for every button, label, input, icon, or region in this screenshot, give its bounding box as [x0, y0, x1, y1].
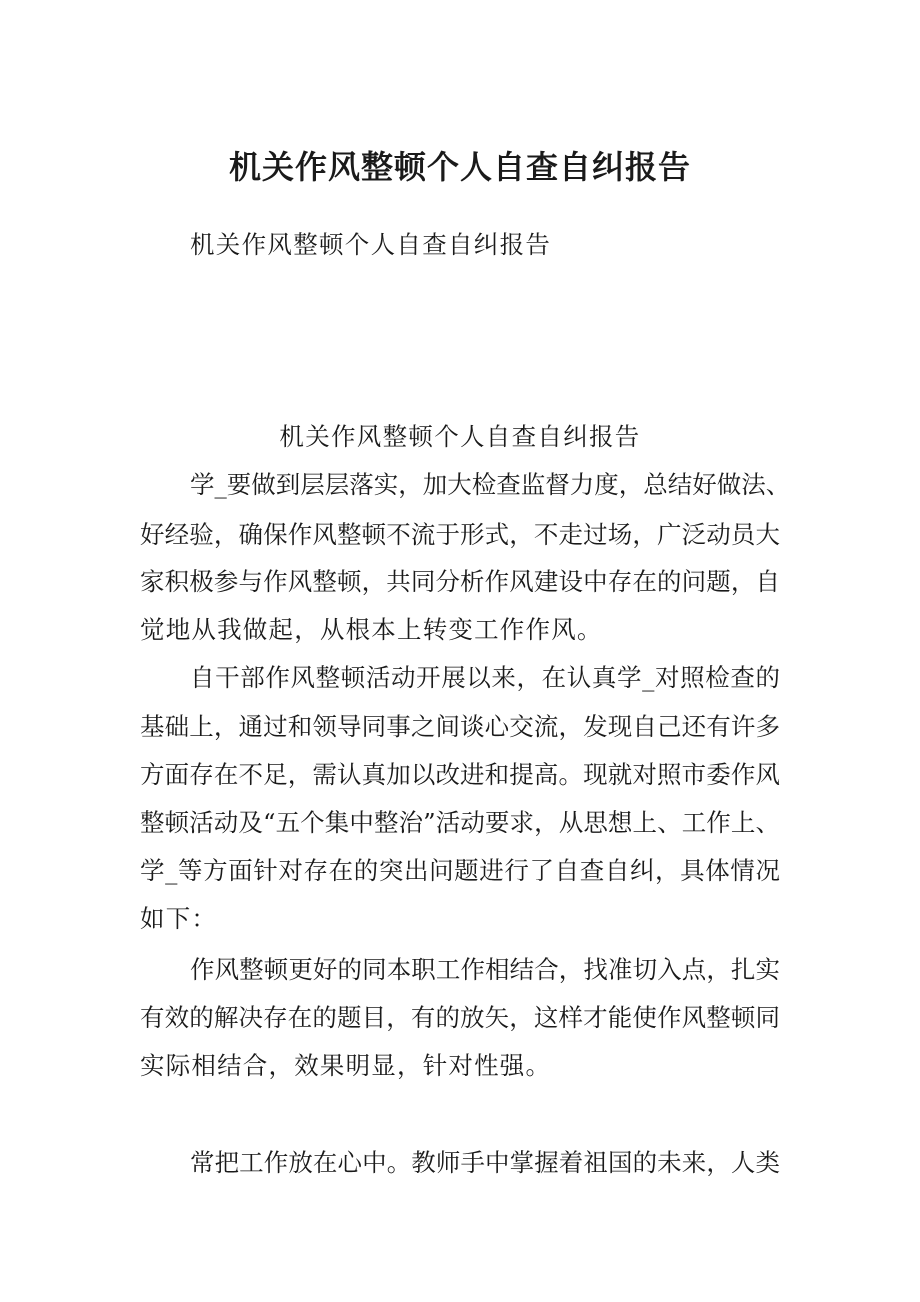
document-subtitle: 机关作风整顿个人自查自纠报告 [190, 230, 552, 259]
paragraph-1-line-3: 家积极参与作风整顿，共同分析作风建设中存在的问题，自 [140, 567, 780, 596]
paragraph-2-line-3: 方面存在不足，需认真加以改进和提高。现就对照市委作风 [140, 760, 780, 789]
document-title: 机关作风整顿个人自查自纠报告 [228, 148, 691, 186]
paragraph-3-line-3: 实际相结合，效果明显，针对性强。 [140, 1051, 552, 1080]
paragraph-1-line-4: 觉地从我做起，从根本上转变工作作风。 [140, 615, 603, 644]
paragraph-2-line-2: 基础上，通过和领导同事之间谈心交流，发现自己还有许多 [140, 712, 780, 741]
section-heading: 机关作风整顿个人自查自纠报告 [279, 422, 641, 451]
paragraph-2-line-4: 整顿活动及“五个集中整治”活动要求，从思想上、工作上、 [140, 808, 780, 837]
paragraph-1-line-1: 学_要做到层层落实，加大检查监督力度，总结好做法、 [190, 470, 791, 499]
paragraph-2-line-1: 自干部作风整顿活动开展以来，在认真学_对照检查的 [190, 663, 780, 692]
paragraph-3-line-2: 有效的解决存在的题目，有的放矢，这样才能使作风整顿同 [140, 1003, 780, 1032]
paragraph-4-line-1: 常把工作放在心中。教师手中掌握着祖国的未来，人类 [190, 1148, 780, 1177]
paragraph-2-line-5: 学_等方面针对存在的突出问题进行了自查自纠，具体情况 [140, 856, 780, 885]
paragraph-1-line-2: 好经验，确保作风整顿不流于形式，不走过场，广泛动员大 [140, 520, 780, 549]
paragraph-3-line-1: 作风整顿更好的同本职工作相结合，找准切入点，扎实 [190, 955, 780, 984]
paragraph-2-line-6: 如下： [140, 904, 218, 933]
